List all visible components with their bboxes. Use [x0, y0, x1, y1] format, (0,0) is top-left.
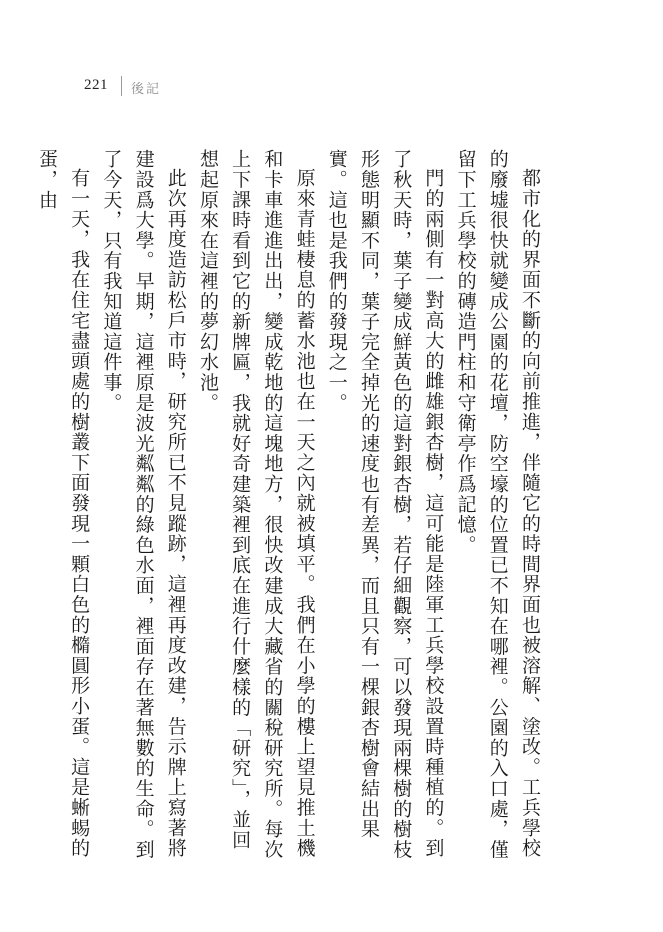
paragraph: 此次再度造訪松戶市時，研究所已不見蹤跡，這裡再度改建，告示牌上寫著將建設爲大學。早期，這裡原是波光粼粼的綠色水面，裡面存在著無數的生命。到了今天，只有我知道這件事。	[100, 149, 187, 860]
paragraph: 門的兩側有一對高大的雌雄銀杏樹，這可能是陸軍工兵學校設置時種植的。到了秋天時，葉子變成鮮黃色的這對銀杏樹，若仔細觀察，可以發現兩棵樹的樹枝形態明顯不同，葉子完全掉光的速度也有差異，而且只有一棵銀杏樹會結出果實。這也是我們的發現之一。	[325, 149, 445, 860]
header-divider	[121, 76, 122, 96]
page-number: 221	[84, 77, 108, 93]
paragraph: 原來青蛙棲息的蓄水池也在一天之內就被填平。我們在小學的樓上望見推土機和卡車進進出出，變成乾地的這塊地方，很快改建成大藏省的關稅研究所。每次上下課時看到它的新牌匾，我就好奇建築裡到底在進行什麼樣的「研究」，並回想起原來在這裡的夢幻水池。	[196, 149, 316, 860]
body-text	[35, 149, 546, 869]
paragraph: 都市化的界面不斷的向前推進，伴隨它的時間界面也被溶解、塗改。工兵學校的廢墟很快就變成公園的花壇，防空壕的位置已不知在哪裡。公園的入口處，僅留下工兵學校的磚造門柱和守衛亭作爲記憶。	[454, 149, 541, 860]
chapter-title: 後記	[131, 82, 162, 97]
page-header	[0, 0, 663, 120]
paragraph: 有一天，我在住宅盡頭處的樹叢下面發現一顆白色的橢圓形小蛋。這是蜥蜴的蛋，由	[35, 149, 91, 859]
